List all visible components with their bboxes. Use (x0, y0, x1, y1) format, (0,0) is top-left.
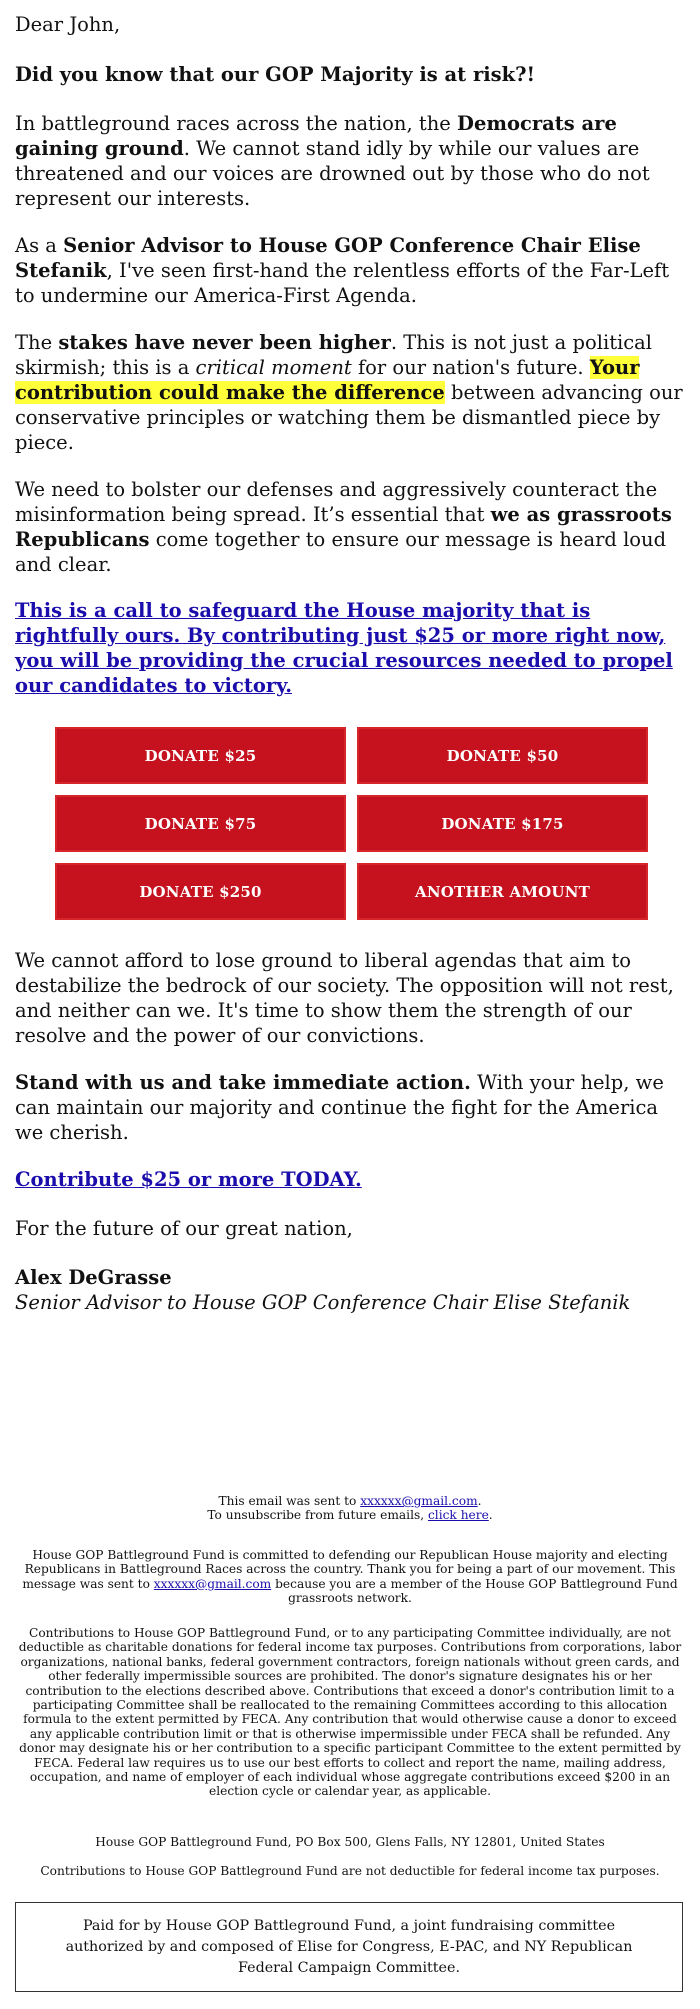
recipient-email-link[interactable]: xxxxxx@gmail.com (360, 1494, 478, 1508)
highlighted-text: Your contribution could make the difference (15, 356, 640, 404)
paragraph-stand-with-us: Stand with us and take immediate action. With your help, we can maintain our majority and continue the fight for the America we cherish. (15, 1071, 664, 1144)
paragraph-afford: We cannot afford to lose ground to liberal agendas that aim to destabilize the bedrock of our society. The opposition will not rest, and neither can we. It's time to show them the strength of our resolve and the power of our convictions. (15, 949, 674, 1047)
call-to-action-link[interactable]: This is a call to safeguard the House majority that is rightfully ours. By contributing just $25 or more right now, you will be providing the crucial resources needed to propel our candidates to victory. (15, 599, 673, 697)
footer-address: House GOP Battleground Fund, PO Box 500, Glens Falls, NY 12801, United States (95, 1835, 605, 1849)
about-email-link[interactable]: xxxxxx@gmail.com (153, 1576, 272, 1591)
paragraph-defenses: We need to bolster our defenses and aggressively counteract the misinformation being spread. It’s essential that we as grassroots Republicans come together to ensure our message is heard loud and clear. (15, 478, 672, 576)
unsubscribe-link[interactable]: click here (427, 1508, 489, 1523)
greeting: Dear John, (15, 13, 121, 36)
donate-75-button[interactable]: DONATE $75 (55, 795, 346, 852)
donate-another-amount-button[interactable]: ANOTHER AMOUNT (357, 863, 648, 920)
donate-250-button[interactable]: DONATE $250 (55, 863, 346, 920)
paid-for-disclaimer: Paid for by House GOP Battleground Fund, a joint fundraising committee authorized by and composed of Elise for Congress, E-PAC, and NY Republican Federal Campaign Committee. (15, 1902, 683, 1992)
footer-recipient: This email was sent to xxxxxx@gmail.com. To unsubscribe from future emails, click here. (207, 1494, 493, 1523)
signer-name: Alex DeGrasse (15, 1266, 172, 1289)
closing: For the future of our great nation, (15, 1217, 353, 1240)
footer-tax-note: Contributions to House GOP Battleground Fund are not deductible for federal income tax purposes. (40, 1864, 660, 1878)
paragraph-advisor: As a Senior Advisor to House GOP Conference Chair Elise Stefanik, I've seen first-hand the relentless efforts of the Far-Left to undermine our America-First Agenda. (15, 234, 670, 307)
donate-175-button[interactable]: DONATE $175 (357, 795, 648, 852)
donate-50-button[interactable]: DONATE $50 (357, 727, 648, 784)
footer-about: House GOP Battleground Fund is committed to defending our Republican House majority and electing Republicans in Battleground Races across the country. Thank you for being a part of our movement. This message was sent to xxxxxx@gmail.com because you are a member of the House GOP Battleground Fund grassroots network. (22, 1548, 678, 1606)
paragraph-stakes: The stakes have never been higher. This is not just a political skirmish; this is a critical moment for our nation's future. Your contribution could make the difference between advancing our conservative principles or watching them be dismantled piece by piece. (15, 331, 683, 454)
signer-title: Senior Advisor to House GOP Conference Chair Elise Stefanik (15, 1291, 631, 1314)
contribute-link[interactable]: Contribute $25 or more TODAY. (15, 1168, 362, 1191)
donate-25-button[interactable]: DONATE $25 (55, 727, 346, 784)
paragraph-battleground: In battleground races across the nation, the Democrats are gaining ground. We cannot stand idly by while our values are threatened and our voices are drowned out by those who do not represent our interests. (15, 112, 650, 210)
footer-legal: Contributions to House GOP Battleground Fund, or to any participating Committee individually, are not deductible as charitable donations for federal income tax purposes. Contributions from corporations, labor organizations, national banks, federal government contractors, foreign nationals without green cards, and other federally impermissible sources are prohibited. The donor's signature designates his or her contribution to the elections described above. Contributions that exceed a donor's contribution limit to a participating Committee shall be reallocated to the remaining Committees according to this allocation formula to the extent permitted by FECA. Any contribution that would otherwise cause a donor to exceed any applicable contribution limit or that is otherwise impermissible under FECA shall be refunded. Any donor may designate his or her contribution to a specific participant Committee to the extent permitted by FECA. Federal law requires us to use our best efforts to collect and report the name, mailing address, occupation, and name of employer of each individual whose aggregate contributions exceed $200 in an election cycle or calendar year, as applicable. (18, 1626, 682, 1799)
headline: Did you know that our GOP Majority is at risk?! (15, 63, 536, 86)
